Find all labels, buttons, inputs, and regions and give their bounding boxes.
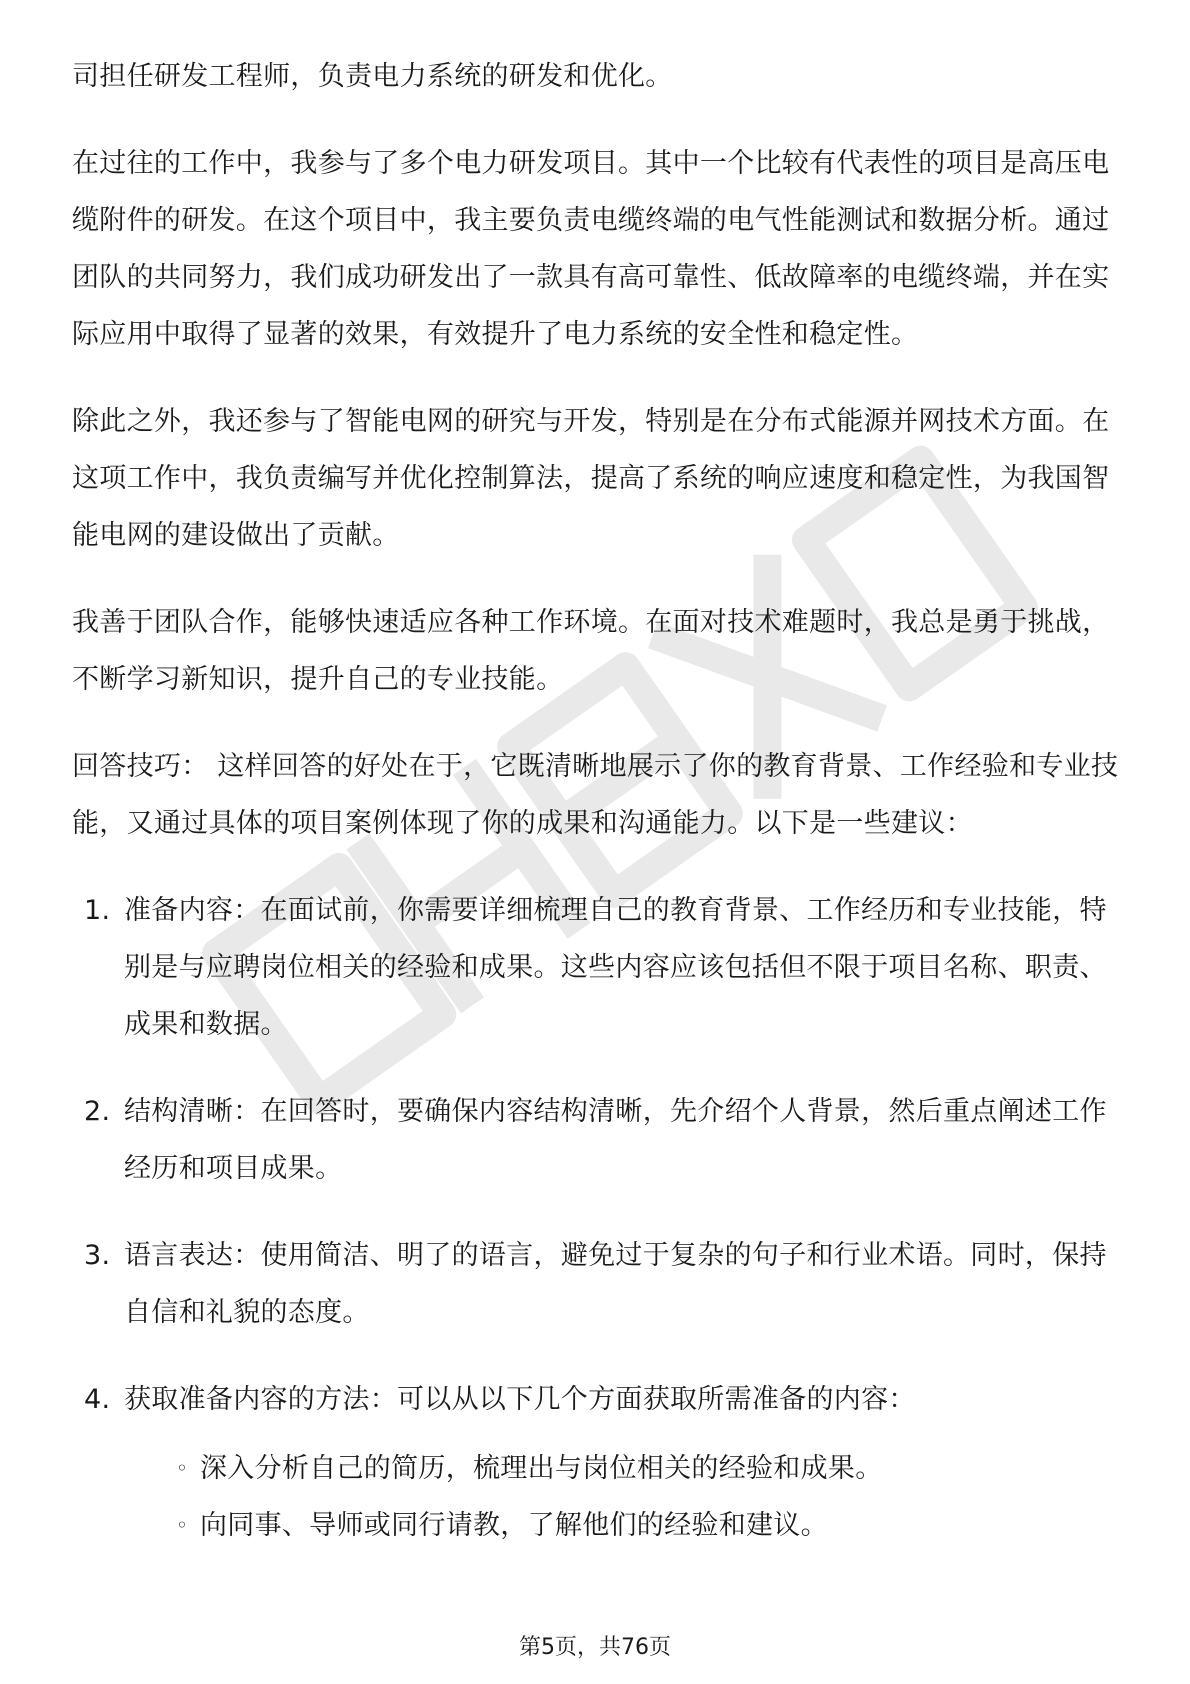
tip-item-3 xyxy=(72,1227,1132,1341)
paragraph-answer-tips: 回答技巧： 这样回答的好处在于，它既清晰地展示了你的教育背景、工作经验和专业技能，又通过具体的项目案例体现了你的成果和沟通能力。以下是一些建议： xyxy=(72,751,1119,839)
tip-item-4 xyxy=(72,1371,1132,1554)
document-body xyxy=(72,48,1132,1584)
tip-number: 3. xyxy=(84,1240,111,1271)
paragraph-smart-grid: 除此之外，我还参与了智能电网的研究与开发，特别是在分布式能源并网技术方面。在这项工作中，我负责编写并优化控制算法，提高了系统的响应速度和稳定性，为我国智能电网的建设做出了贡献。 xyxy=(72,406,1110,551)
tip-item-1 xyxy=(72,882,1132,1053)
paragraph-teamwork: 我善于团队合作，能够快速适应各种工作环境。在面对技术难题时，我总是勇于挑战，不断学习新知识，提升自己的专业技能。 xyxy=(72,607,1110,695)
tip-text: 语言表达：使用简洁、明了的语言，避免过于复杂的句子和行业术语。同时，保持自信和礼貌的态度。 xyxy=(124,1240,1107,1328)
hollow-bullet-icon: ◦ xyxy=(176,1513,189,1537)
paragraph-project-experience: 在过往的工作中，我参与了多个电力研发项目。其中一个比较有代表性的项目是高压电缆附件的研发。在这个项目中，我主要负责电缆终端的电气性能测试和数据分析。通过团队的共同努力，我们成功研发出了一款具有高可靠性、低故障率的电缆终端，并在实际应用中取得了显著的效果，有效提升了电力系统的安全性和稳定性。 xyxy=(72,148,1110,350)
tip-number: 1. xyxy=(84,895,111,926)
tip-number: 2. xyxy=(84,1096,111,1127)
tip-number: 4. xyxy=(84,1384,111,1415)
sub-list-item xyxy=(176,1440,1132,1497)
sub-item-text: 深入分析自己的简历，梳理出与岗位相关的经验和成果。 xyxy=(200,1453,883,1484)
tip-item-2 xyxy=(72,1083,1132,1197)
tip-text: 结构清晰：在回答时，要确保内容结构清晰，先介绍个人背景，然后重点阐述工作经历和项目成果。 xyxy=(124,1096,1107,1184)
hollow-bullet-icon: ◦ xyxy=(176,1456,189,1480)
sub-item-text: 向同事、导师或同行请教，了解他们的经验和建议。 xyxy=(200,1510,828,1541)
sub-list xyxy=(124,1440,1132,1554)
sub-list-item xyxy=(176,1497,1132,1554)
paragraph-intro-end: 司担任研发工程师，负责电力系统的研发和优化。 xyxy=(72,61,673,92)
tips-list xyxy=(72,882,1132,1554)
page-number-footer: 第5页，共76页 xyxy=(519,1635,671,1660)
tip-text: 准备内容：在面试前，你需要详细梳理自己的教育背景、工作经历和专业技能，特别是与应聘岗位相关的经验和成果。这些内容应该包括但不限于项目名称、职责、成果和数据。 xyxy=(124,895,1107,1040)
tip-text: 获取准备内容的方法：可以从以下几个方面获取所需准备的内容： xyxy=(124,1384,916,1415)
